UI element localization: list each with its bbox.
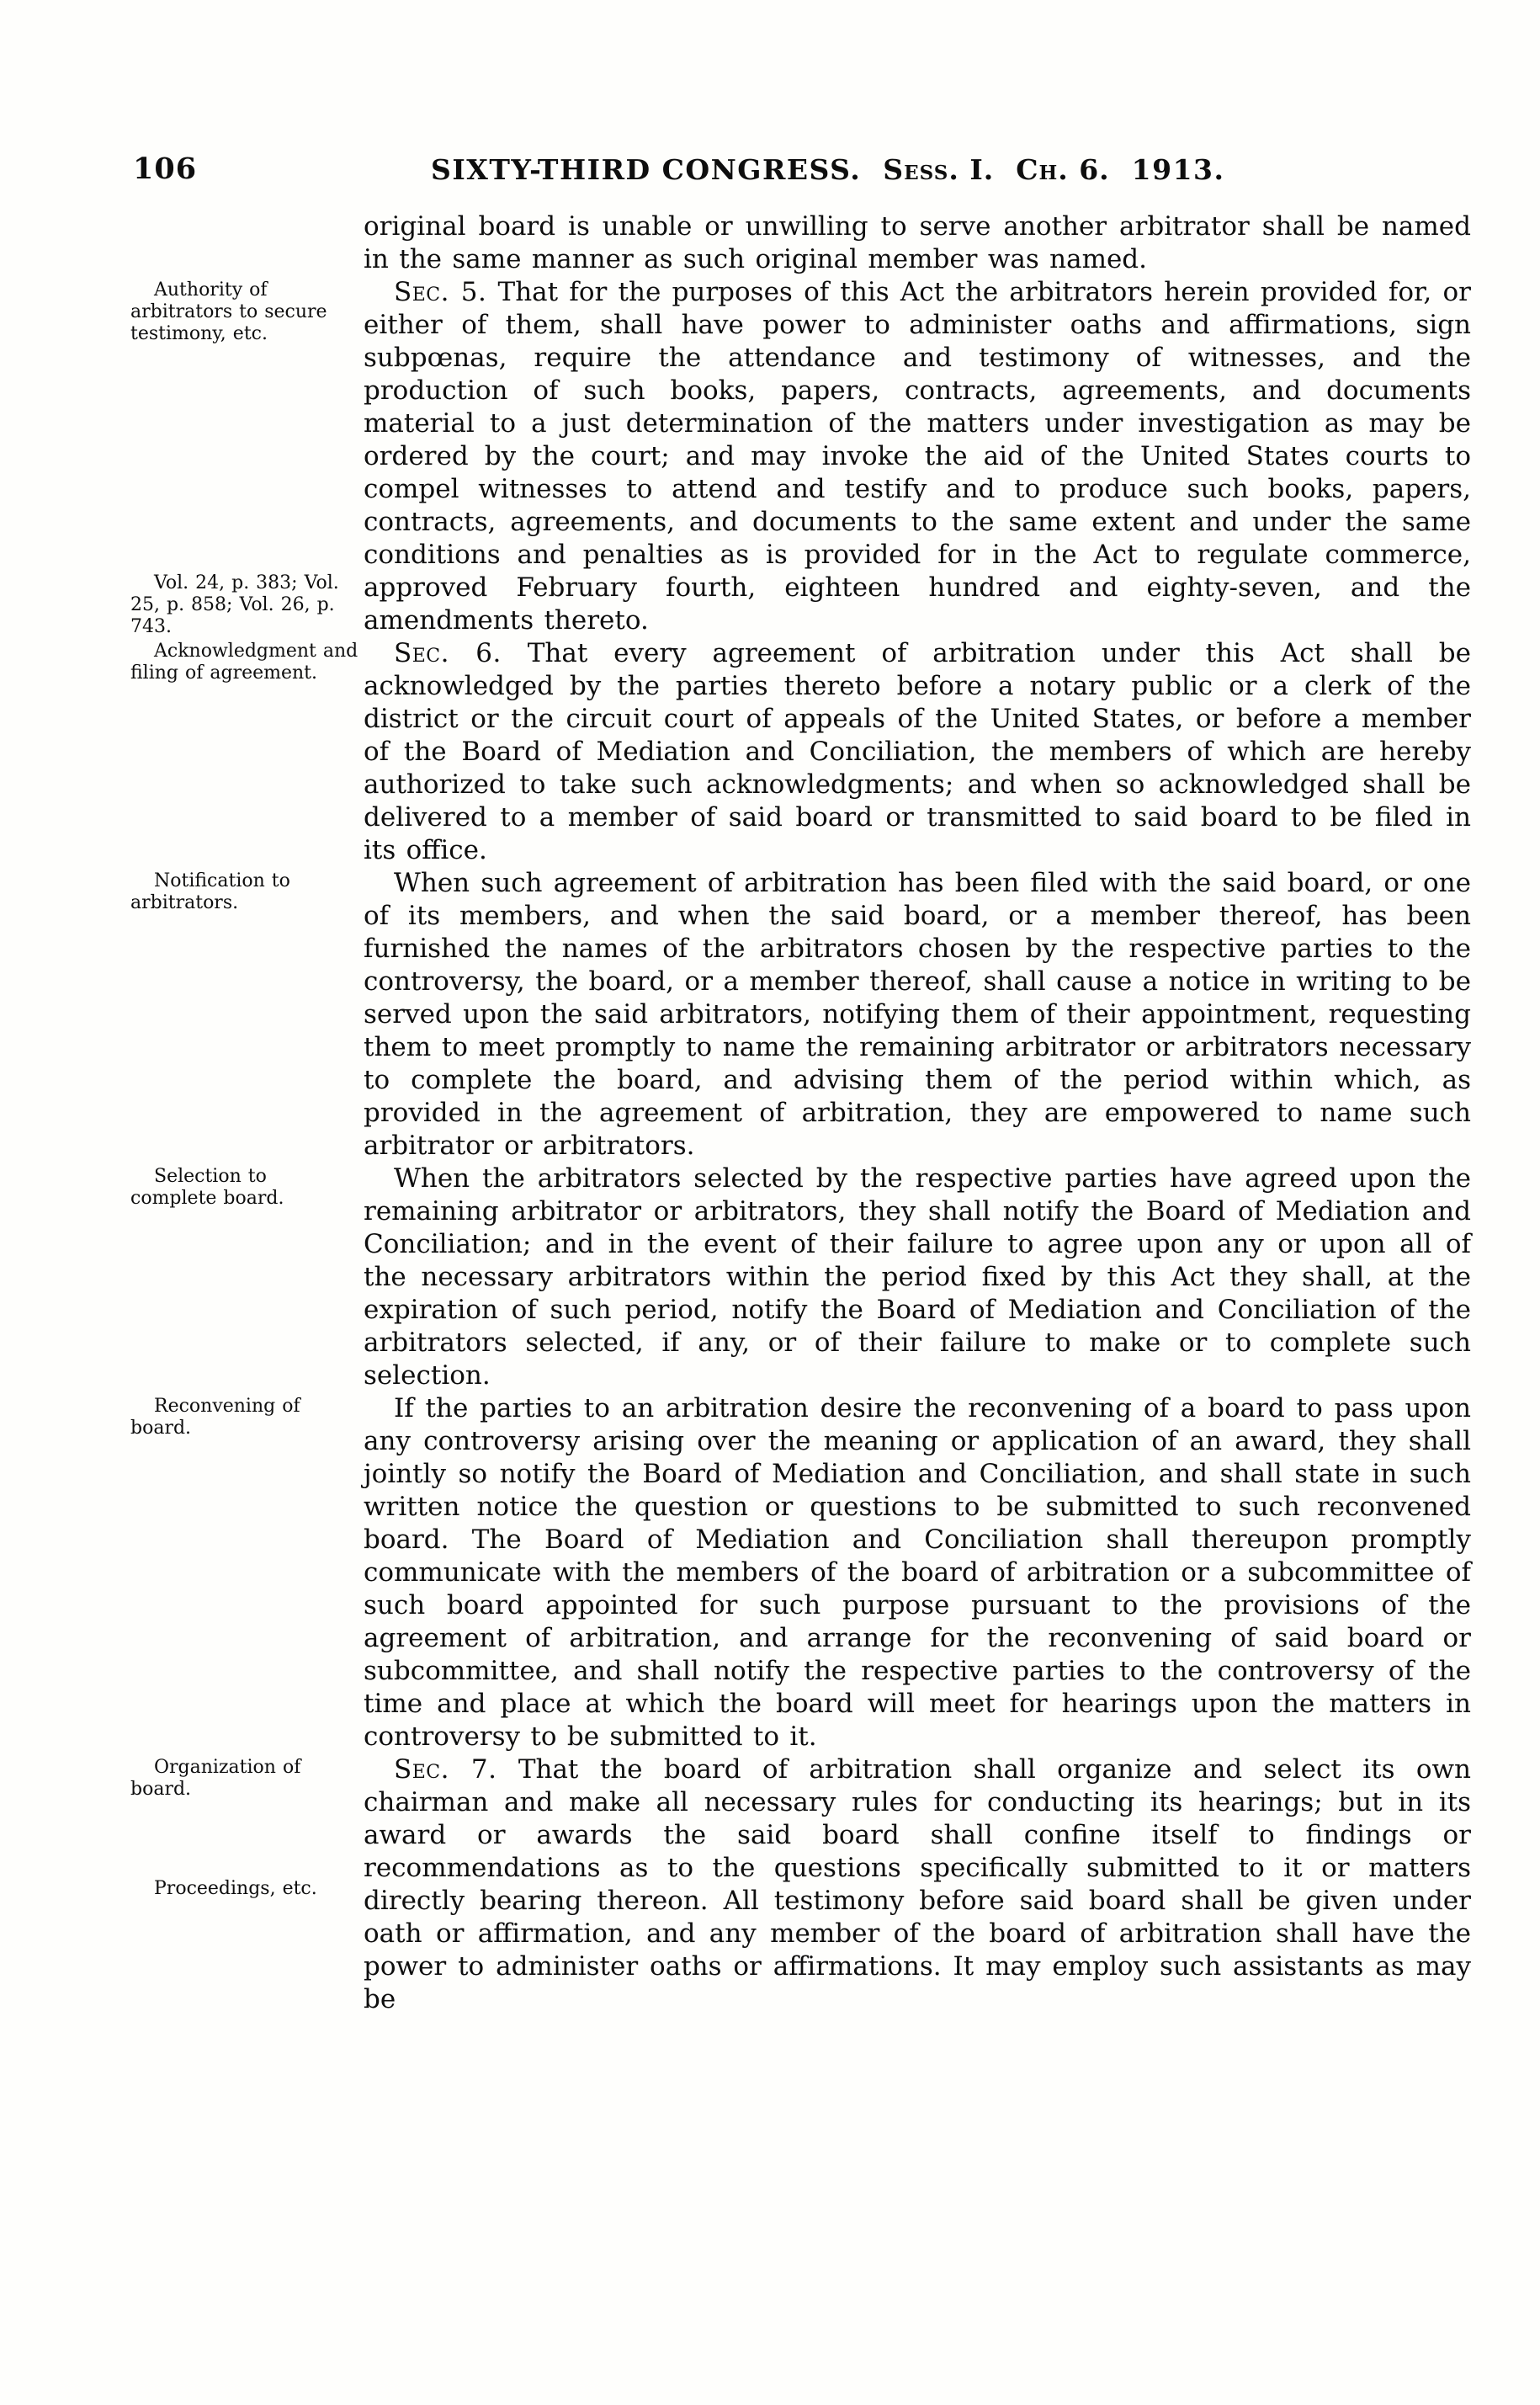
sidenote-authority-of-arbitrators: Authority of arbitrators to secure testimony, etc. [130,279,327,344]
paragraph-text: If the parties to an arbitration desire the reconvening of a board to pass upon any controversy arising over the meaning or application of an award, they shall jointly so notify the Board of Mediation and Conciliation, and shall state in such written notice the question or questions to be submitted to such reconvened board. The Board of Mediation and Conciliation shall thereupon promptly communicate with the members of the board of arbitration or a subcommittee of such board appointed for such purpose pursuant to the provisions of the agreement of arbitration, and arrange for the reconvening of said board or subcommittee, and shall notify the respective parties to the controversy of the time and place at which the board will meet for hearings upon the matters in controversy to be submitted to it. [364,1393,1471,1752]
paragraph-sec-7 [130,1753,1472,2016]
paragraph-continuation [364,210,1471,276]
paragraph-text: When the arbitrators selected by the respective parties have agreed upon the remaining arbitrator or arbitrators, they shall notify the Board of Mediation and Conciliation; and in the event of their failure to agree upon any or upon all of the necessary arbitrators within the period fixed by this Act they shall, at the expiration of such period, notify the Board of Mediation and Conciliation of the arbitrators selected, if any, or of their failure to make or to complete such selection. [364,1163,1471,1391]
sidenote-acknowledgment-and-filing: Acknowledgment and filing of agreement. [130,641,358,684]
sidenote-proceedings: Proceedings, etc. [154,1878,317,1899]
running-head-session: Sess. I. [883,153,995,186]
sidenote-organization-of-board: Organization of board. [130,1757,301,1800]
paragraph-text: That the board of arbitration shall organize and select its own chairman and make all necessary rules for conducting its hearings; but in its award or awards the said board shall confine itself to findings or recommendations as to the questions specifically submitted to it or matters directly bearing thereon. All testimony before said board shall be given under oath or affirmation, and any member of the board of arbitration shall have the power to administer oaths or affirmations. It may employ such assistants as may be [364,1754,1472,2014]
running-head-chapter: Ch. 6. [1016,153,1110,186]
sidenote-volume-citations: Vol. 24, p. 383; Vol. 25, p. 858; Vol. 26, p. 743. [130,572,339,637]
body-text-column [130,210,1472,2016]
running-head-year: 1913. [1131,153,1225,186]
paragraph-sec-6 [130,637,1471,867]
paragraph-notification [130,867,1471,1163]
paragraph-text: That for the purposes of this Act the arbitrators herein provided for, or either of them, shall have power to administer oaths and affirmations, sign subpœnas, require the attendance and testimony of witnesses, and the production of such books, papers, contracts, agreements, and documents material to a just determination of the matters under investigation as may be ordered by the court; and may invoke the aid of the United States courts to compel witnesses to attend and testify and to produce such books, papers, contracts, agreements, and documents to the same extent and under the same conditions and penalties as is provided for in the Act to regulate commerce, approved February fourth, eighteen hundred and eighty-seven, and the amendments thereto. [364,277,1471,636]
sidenote-selection-to-complete-board: Selection to complete board. [130,1166,284,1209]
paragraph-text: original board is unable or unwilling to serve another arbitrator shall be named in the same manner as such original member was named. [364,211,1471,274]
page-number: 106 [133,152,198,186]
paragraph-text: That every agreement of arbitration under this Act shall be acknowledged by the parties thereto before a notary public or a clerk of the district or the circuit court of appeals of the United States, or before a member of the Board of Mediation and Conciliation, the members of which are hereby authorized to take such acknowledgments; and when so acknowledged shall be delivered to a member of said board or transmitted to said board to be filed in its office. [364,638,1471,865]
section-number: Sec. 7. [394,1754,497,1785]
paragraph-text: When such agreement of arbitration has been filed with the said board, or one of its members, and when the said board, or a member thereof, has been furnished the names of the arbitrators chosen by the respective parties to the controversy, the board, or a member thereof, shall cause a notice in writing to be served upon the said arbitrators, notifying them of their appointment, requesting them to meet promptly to name the remaining arbitrator or arbitrators necessary to complete the board, and advising them of the period within which, as provided in the agreement of arbitration, they are empowered to name such arbitrator or arbitrators. [364,868,1471,1161]
running-head-congress: SIXTY-THIRD CONGRESS. [431,153,862,186]
paragraph-sec-5 [130,276,1471,637]
paragraph-reconvening [130,1392,1471,1753]
section-number: Sec. 6. [394,638,502,668]
running-head [0,152,1540,194]
sidenote-reconvening-of-board: Reconvening of board. [130,1396,300,1439]
sidenote-notification-to-arbitrators: Notification to arbitrators. [130,870,290,913]
running-head-title [431,153,1225,186]
section-number: Sec. 5. [394,277,487,307]
paragraph-selection [130,1163,1471,1392]
